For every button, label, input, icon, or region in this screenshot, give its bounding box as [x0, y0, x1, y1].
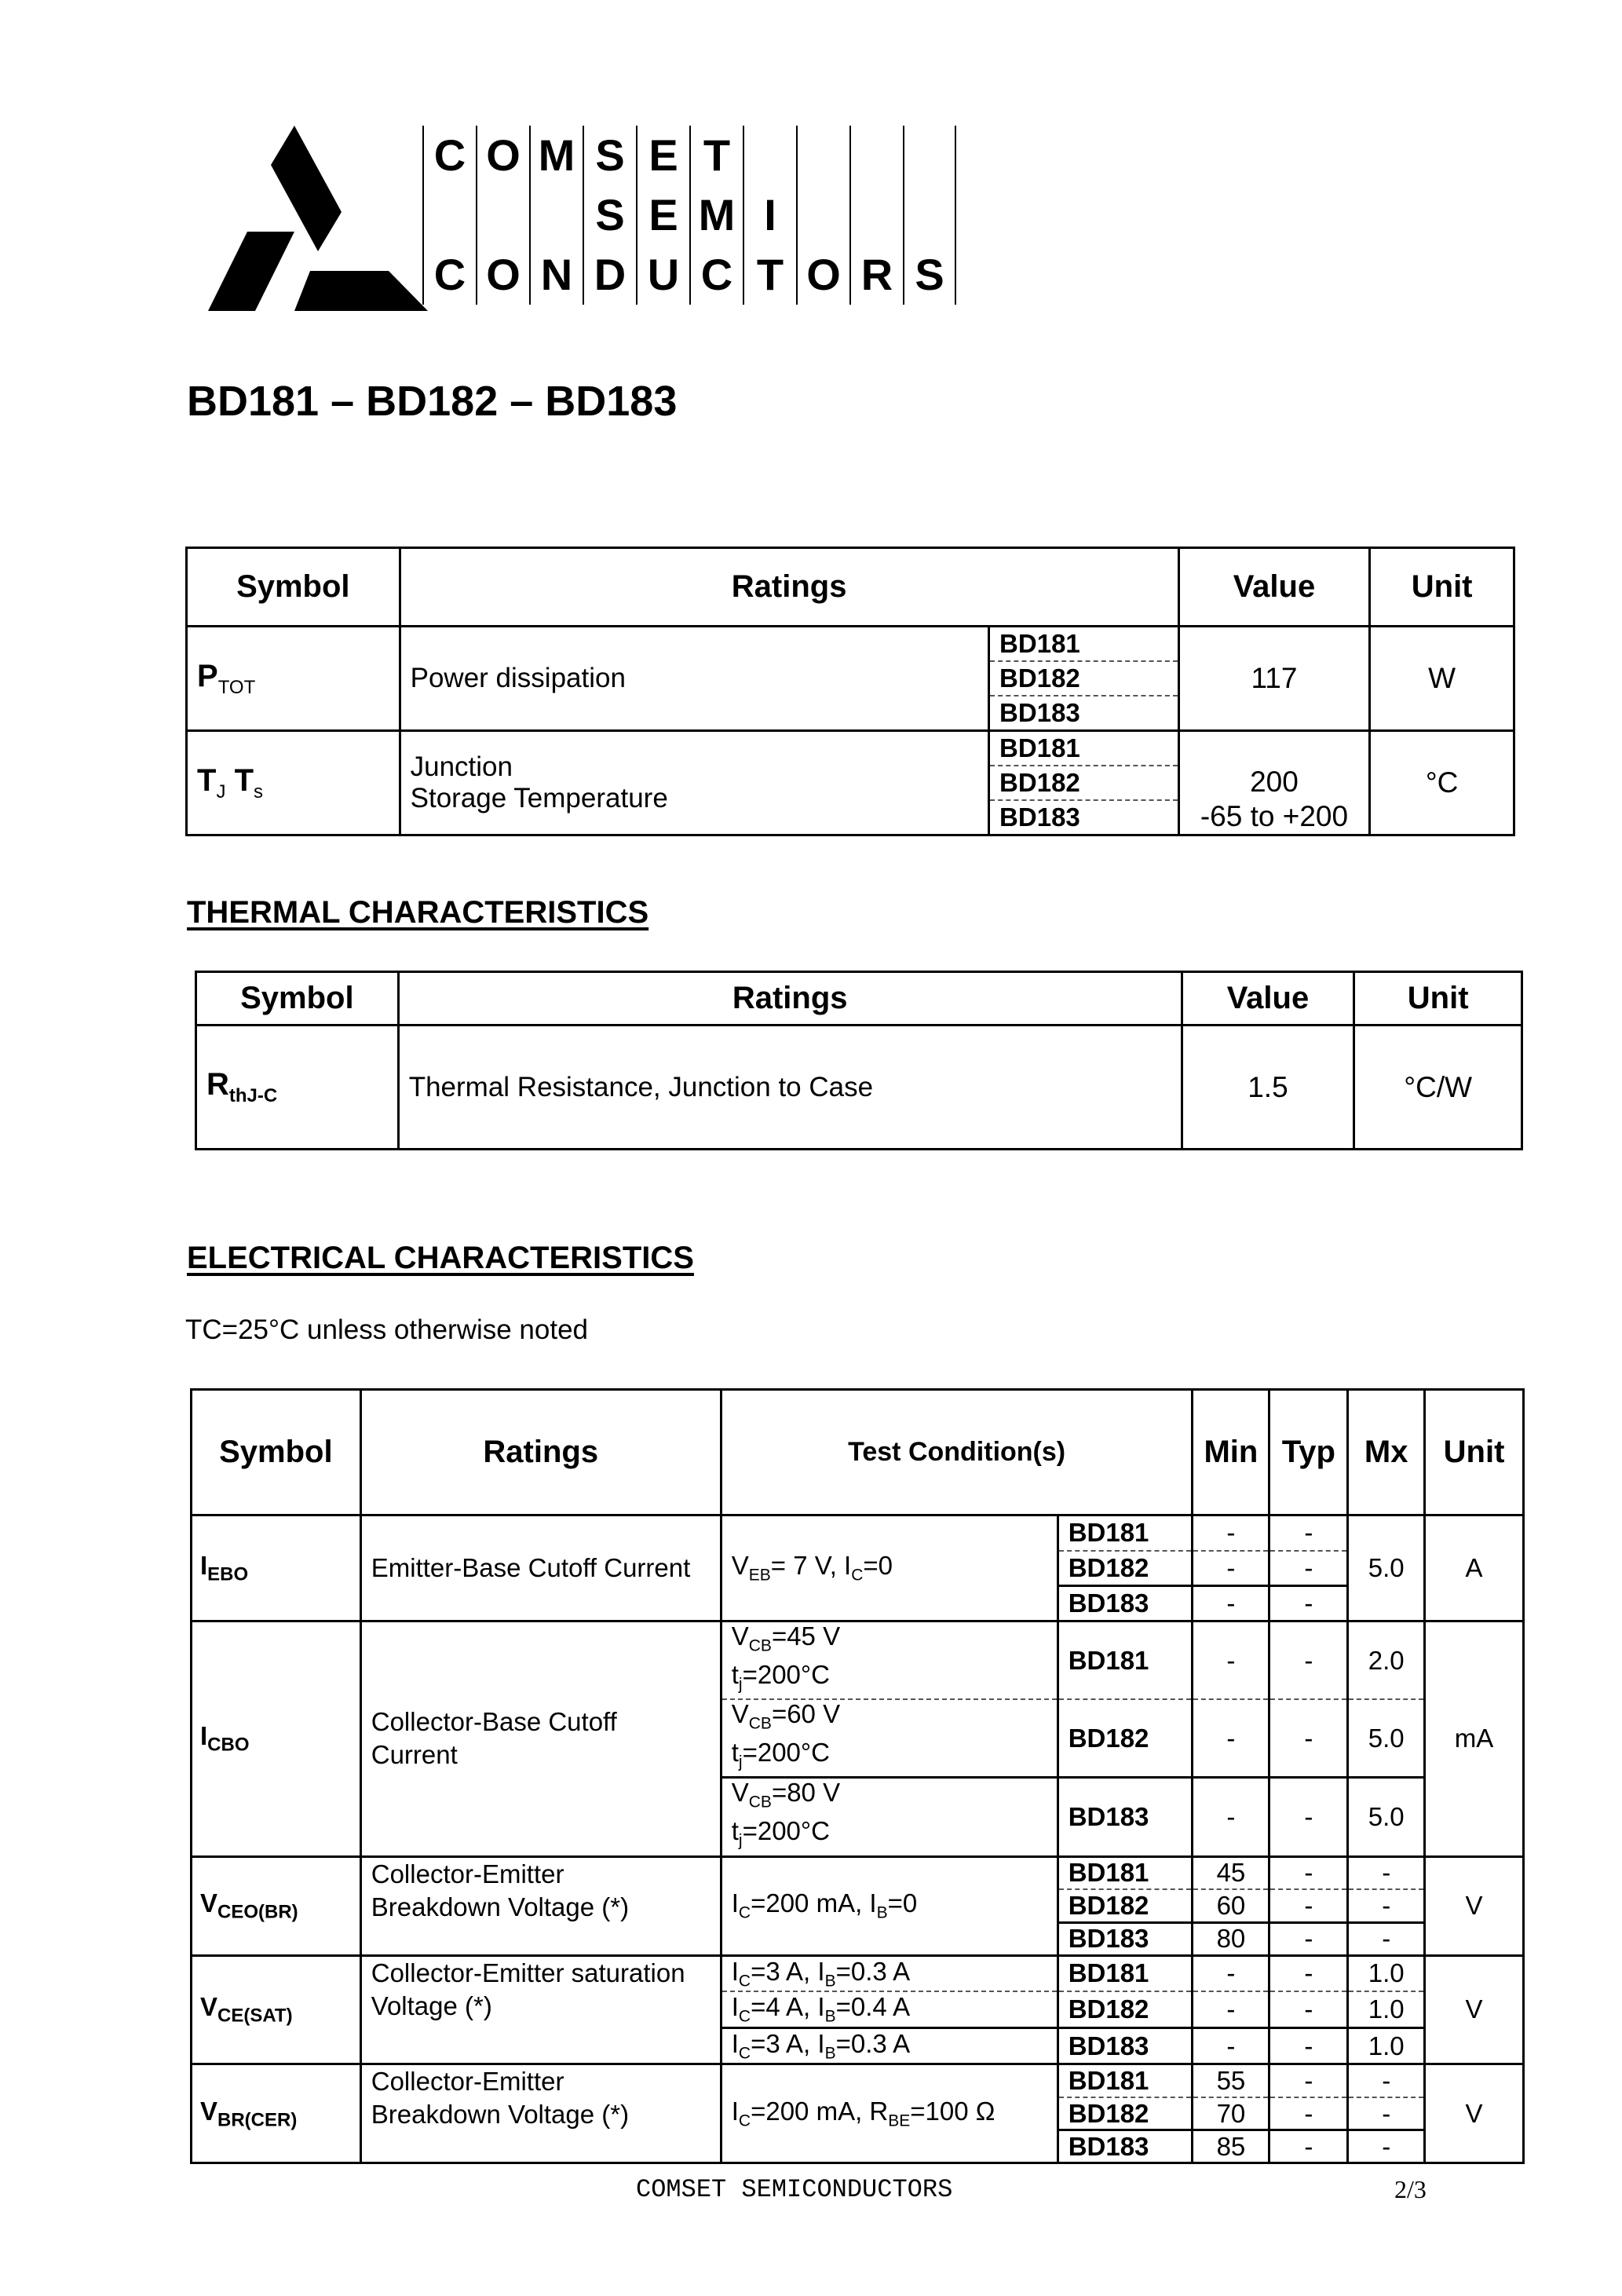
rating-text: Current: [371, 1740, 458, 1770]
symbol-main: P: [197, 658, 218, 693]
cond-text: =0.4 A: [835, 1992, 911, 2022]
cond-text: =3 A, I: [751, 1956, 825, 1986]
condition-cell: [721, 1621, 1058, 1700]
logo-letter: S: [583, 185, 636, 245]
cond-text: t: [731, 1659, 739, 1689]
typ-value: -: [1269, 1699, 1348, 1778]
cond-sub: j: [738, 1753, 743, 1771]
min-value: -: [1193, 1991, 1269, 2027]
min-value: 70: [1193, 2097, 1269, 2130]
cond-text: =200 mA, I: [751, 1888, 877, 1918]
typ-value: -: [1269, 2097, 1348, 2130]
symbol-sub: J: [216, 781, 226, 803]
symbol-sub: TOT: [217, 676, 256, 698]
cond-text: V: [731, 1778, 749, 1808]
cond-text: =0.3 A: [835, 2028, 911, 2058]
page-number: 2/3: [1394, 2175, 1427, 2203]
logo-letter: O: [476, 126, 529, 185]
cond-sub: CB: [748, 1636, 772, 1655]
device-label: BD181: [990, 627, 1178, 661]
cond-sub: C: [738, 1972, 751, 1991]
logo-cell: [903, 126, 956, 185]
device-label: BD181: [1058, 1621, 1193, 1700]
device-label: BD183: [1058, 1922, 1193, 1955]
cond-text: I: [731, 2097, 739, 2126]
symbol-main: I: [200, 1720, 208, 1750]
electrical-heading: ELECTRICAL CHARACTERISTICS: [187, 1241, 694, 1275]
logo-letter: R: [849, 245, 903, 305]
table-header-row: [196, 972, 1522, 1026]
header-symbol: Symbol: [192, 1390, 361, 1515]
rating-cell: [360, 1856, 721, 1955]
device-label: BD182: [990, 661, 1178, 696]
unit-value: V: [1425, 2064, 1524, 2163]
typ-value: -: [1269, 1955, 1348, 1991]
cond-text: =4 A, I: [751, 1992, 825, 2022]
logo-letter: D: [583, 245, 636, 305]
symbol-main: V: [200, 1888, 218, 1918]
unit-value: mA: [1425, 1621, 1524, 1857]
condition-cell: [721, 2027, 1058, 2064]
logo-letter: T: [689, 126, 743, 185]
condition-cell: [721, 2064, 1058, 2163]
typ-value: -: [1269, 1621, 1348, 1700]
cond-text: =100 Ω: [910, 2097, 995, 2126]
value-cell: 117: [1178, 627, 1370, 731]
cond-text: =200°C: [742, 1659, 830, 1689]
cond-sub: B: [824, 2044, 836, 2063]
cond-sub: BE: [888, 2111, 911, 2130]
conditions-note: TC=25°C unless otherwise noted: [185, 1314, 589, 1345]
header-unit: Unit: [1354, 972, 1522, 1026]
unit-cell: °C/W: [1354, 1026, 1522, 1150]
min-value: -: [1193, 1955, 1269, 1991]
table-header-row: [192, 1390, 1524, 1515]
min-value: -: [1193, 1586, 1269, 1621]
typ-value: -: [1269, 1991, 1348, 2027]
cond-text: I: [731, 1888, 739, 1918]
logo-letter: S: [583, 126, 636, 185]
condition-cell: [721, 1856, 1058, 1955]
device-label: BD181: [1058, 1955, 1193, 1991]
min-value: -: [1193, 1699, 1269, 1778]
symbol-main: V: [200, 1992, 218, 2022]
page-title: BD181 – BD182 – BD183: [187, 378, 678, 425]
rating-text: Power dissipation: [410, 663, 626, 693]
header-unit: Unit: [1425, 1390, 1524, 1515]
device-label: BD183: [999, 698, 1080, 727]
cond-sub: C: [738, 2111, 751, 2130]
rating-cell: Emitter-Base Cutoff Current: [360, 1515, 721, 1621]
cond-sub: j: [738, 1831, 743, 1850]
device-list: [990, 732, 1178, 834]
symbol-cell: [196, 1026, 399, 1150]
cond-text: =45 V: [771, 1621, 841, 1651]
symbol-main: T: [197, 762, 217, 798]
symbol-main: T: [234, 762, 254, 798]
device-label: BD183: [1058, 2130, 1193, 2163]
rating-text: Storage Temperature: [410, 783, 668, 813]
logo-row-conductors: [422, 245, 956, 305]
device-label: BD181: [1058, 2064, 1193, 2097]
unit-cell: W: [1370, 627, 1514, 731]
device-label: BD183: [1058, 2027, 1193, 2064]
cond-text: I: [731, 1956, 739, 1986]
rating-cell: [400, 731, 988, 835]
min-value: 80: [1193, 1922, 1269, 1955]
device-label: BD182: [990, 766, 1178, 800]
cond-sub: C: [738, 1903, 751, 1922]
logo-cell: [743, 126, 796, 185]
cond-sub: B: [824, 2007, 836, 2026]
min-value: -: [1193, 1515, 1269, 1551]
max-value: 5.0: [1348, 1515, 1425, 1621]
logo-cell: [849, 185, 903, 245]
thermal-table: [195, 971, 1523, 1150]
unit-value: V: [1425, 1955, 1524, 2064]
header-ratings: Ratings: [400, 548, 1178, 627]
logo-letter: O: [476, 245, 529, 305]
logo-letter: S: [903, 245, 956, 305]
min-value: 45: [1193, 1856, 1269, 1889]
max-value: 1.0: [1348, 1955, 1425, 1991]
max-value: -: [1348, 1856, 1425, 1889]
logo-letter: E: [636, 126, 689, 185]
condition-cell: [721, 1515, 1058, 1621]
max-value: 5.0: [1348, 1778, 1425, 1856]
symbol-cell: [192, 2064, 361, 2163]
symbol-sub: CEO(BR): [217, 1901, 298, 1923]
header-ratings: Ratings: [398, 972, 1182, 1026]
rating-cell: [400, 627, 988, 731]
cond-sub: j: [738, 1675, 743, 1694]
logo-cell: [796, 185, 849, 245]
max-value: 1.0: [1348, 1991, 1425, 2027]
logo-cell: [903, 185, 956, 245]
table-row: [196, 1026, 1522, 1150]
max-value: 2.0: [1348, 1621, 1425, 1700]
cond-text: =3 A, I: [751, 2028, 825, 2058]
cond-sub: C: [738, 2044, 751, 2063]
cond-text: =80 V: [771, 1778, 841, 1808]
header-value: Value: [1182, 972, 1354, 1026]
company-logo-wordmark: [422, 126, 956, 305]
rating-cell: [360, 1621, 721, 1857]
logo-cell: [796, 126, 849, 185]
logo-cell: [529, 185, 583, 245]
table-row: [187, 627, 1514, 731]
rating-text: Collector-Emitter saturation: [371, 1958, 685, 1987]
unit-value: V: [1425, 1856, 1524, 1955]
max-value: -: [1348, 2064, 1425, 2097]
footer-company: COMSET SEMICONDUCTORS: [636, 2175, 953, 2204]
cond-sub: CB: [748, 1714, 772, 1733]
value-cell: 1.5: [1182, 1026, 1354, 1150]
header-symbol: Symbol: [187, 548, 400, 627]
cond-text: V: [731, 1621, 749, 1651]
max-value: -: [1348, 2097, 1425, 2130]
cond-text: =200 mA, R: [751, 2097, 889, 2126]
table-row: [192, 1856, 1524, 1889]
logo-letter: U: [636, 245, 689, 305]
header-test-conditions: Test Condition(s): [721, 1390, 1193, 1515]
unit-cell: °C: [1370, 731, 1514, 835]
device-label: BD181: [990, 732, 1178, 766]
rating-text: Breakdown Voltage (*): [371, 1892, 630, 1921]
typ-value: -: [1269, 2130, 1348, 2163]
cond-text: V: [731, 1699, 749, 1729]
max-value: -: [1348, 1922, 1425, 1955]
logo-letter: M: [689, 185, 743, 245]
header-max: Mx: [1348, 1390, 1425, 1515]
rating-text: Collector-Base Cutoff: [371, 1707, 617, 1737]
rating-cell: [360, 1955, 721, 2064]
cond-sub: EB: [748, 1566, 771, 1585]
min-value: -: [1193, 1621, 1269, 1700]
min-value: -: [1193, 1778, 1269, 1856]
condition-cell: [721, 1778, 1058, 1856]
logo-letter: O: [796, 245, 849, 305]
table-row: [192, 1515, 1524, 1551]
logo-row-comset: [422, 126, 956, 185]
rating-text: Breakdown Voltage (*): [371, 2100, 630, 2130]
logo-letter: E: [636, 185, 689, 245]
cond-sub: CB: [748, 1793, 772, 1812]
typ-value: -: [1269, 2027, 1348, 2064]
rating-text: Collector-Emitter: [371, 1859, 564, 1888]
typ-value: -: [1269, 1586, 1348, 1621]
max-value: 1.0: [1348, 2027, 1425, 2064]
devices-cell: [989, 731, 1179, 835]
symbol-cell: [192, 1955, 361, 2064]
logo-letter: M: [529, 126, 583, 185]
logo-cell: [422, 185, 476, 245]
typ-value: -: [1269, 1515, 1348, 1551]
symbol-sub: s: [254, 781, 263, 803]
rating-text: Junction: [410, 751, 513, 782]
condition-cell: [721, 1955, 1058, 1991]
value-cell: [1178, 731, 1370, 835]
symbol-sub: CBO: [207, 1734, 250, 1756]
logo-letter: C: [689, 245, 743, 305]
table-header-row: [187, 548, 1514, 627]
min-value: 60: [1193, 1889, 1269, 1922]
symbol-main: V: [200, 2096, 218, 2126]
logo-letter: T: [743, 245, 796, 305]
typ-value: -: [1269, 1856, 1348, 1889]
device-label: BD182: [1058, 2097, 1193, 2130]
device-label: BD183: [999, 803, 1080, 832]
device-label: BD181: [1058, 1856, 1193, 1889]
cond-text: V: [731, 1551, 749, 1581]
devices-cell: [989, 627, 1179, 731]
device-label: BD182: [1058, 1551, 1193, 1586]
value-text: -65 to +200: [1200, 800, 1349, 832]
logo-letter: N: [529, 245, 583, 305]
symbol-cell: [187, 627, 400, 731]
device-label: BD183: [1058, 1586, 1193, 1621]
header-unit: Unit: [1370, 548, 1514, 627]
header-typ: Typ: [1269, 1390, 1348, 1515]
cond-text: =60 V: [771, 1699, 841, 1729]
min-value: 85: [1193, 2130, 1269, 2163]
typ-value: -: [1269, 2064, 1348, 2097]
cond-sub: C: [738, 2007, 751, 2026]
logo-row-semi: [422, 185, 956, 245]
typ-value: -: [1269, 1889, 1348, 1922]
company-logo-mark-icon: [208, 126, 428, 311]
electrical-table: [190, 1388, 1525, 2164]
cond-text: I: [731, 2028, 739, 2058]
absolute-ratings-table: [185, 547, 1515, 836]
device-list: [990, 627, 1178, 729]
typ-value: -: [1269, 1551, 1348, 1586]
rating-text: Collector-Emitter: [371, 2067, 564, 2097]
logo-letter: C: [422, 245, 476, 305]
cond-sub: B: [824, 1972, 836, 1991]
table-row: [192, 1955, 1524, 1991]
device-label: BD182: [1058, 1699, 1193, 1778]
header-symbol: Symbol: [196, 972, 399, 1026]
max-value: 5.0: [1348, 1699, 1425, 1778]
cond-text: = 7 V, I: [770, 1551, 852, 1581]
symbol-cell: [192, 1515, 361, 1621]
unit-value: A: [1425, 1515, 1524, 1621]
header-min: Min: [1193, 1390, 1269, 1515]
header-ratings: Ratings: [360, 1390, 721, 1515]
thermal-heading: THERMAL CHARACTERISTICS: [187, 895, 649, 930]
value-text: 200: [1250, 766, 1299, 798]
condition-cell: [721, 1699, 1058, 1778]
condition-cell: [721, 1991, 1058, 2027]
min-value: -: [1193, 1551, 1269, 1586]
cond-text: =200°C: [742, 1737, 830, 1767]
symbol-sub: EBO: [207, 1563, 249, 1585]
cond-text: =200°C: [742, 1815, 830, 1845]
cond-text: =0.3 A: [835, 1956, 911, 1986]
table-row: [187, 731, 1514, 835]
min-value: -: [1193, 2027, 1269, 2064]
cond-text: =0: [887, 1888, 918, 1918]
cond-sub: B: [876, 1903, 888, 1922]
symbol-cell: [192, 1621, 361, 1857]
table-row: [192, 1621, 1524, 1700]
logo-letter: I: [743, 185, 796, 245]
symbol-sub: BR(CER): [217, 2109, 298, 2131]
table-row: [192, 2064, 1524, 2097]
symbol-sub: CE(SAT): [217, 2005, 293, 2027]
symbol-main: R: [206, 1067, 229, 1102]
device-label: BD183: [1058, 1778, 1193, 1856]
cond-text: t: [731, 1737, 739, 1767]
min-value: 55: [1193, 2064, 1269, 2097]
logo-cell: [849, 126, 903, 185]
header-value: Value: [1178, 548, 1370, 627]
device-label: BD182: [1058, 1991, 1193, 2027]
typ-value: -: [1269, 1922, 1348, 1955]
symbol-cell: [187, 731, 400, 835]
logo-letter: C: [422, 126, 476, 185]
typ-value: -: [1269, 1778, 1348, 1856]
rating-cell: [360, 2064, 721, 2163]
device-label: BD182: [1058, 1889, 1193, 1922]
max-value: -: [1348, 1889, 1425, 1922]
cond-text: I: [731, 1992, 739, 2022]
cond-text: t: [731, 1815, 739, 1845]
rating-text: Voltage (*): [371, 1991, 492, 2020]
device-label: BD181: [1058, 1515, 1193, 1551]
symbol-cell: [192, 1856, 361, 1955]
logo-cell: [476, 185, 529, 245]
max-value: -: [1348, 2130, 1425, 2163]
cond-text: =0: [863, 1551, 893, 1581]
cond-sub: C: [851, 1566, 864, 1585]
rating-cell: Thermal Resistance, Junction to Case: [398, 1026, 1182, 1150]
symbol-sub: thJ-C: [228, 1085, 278, 1106]
symbol-main: I: [200, 1550, 208, 1580]
